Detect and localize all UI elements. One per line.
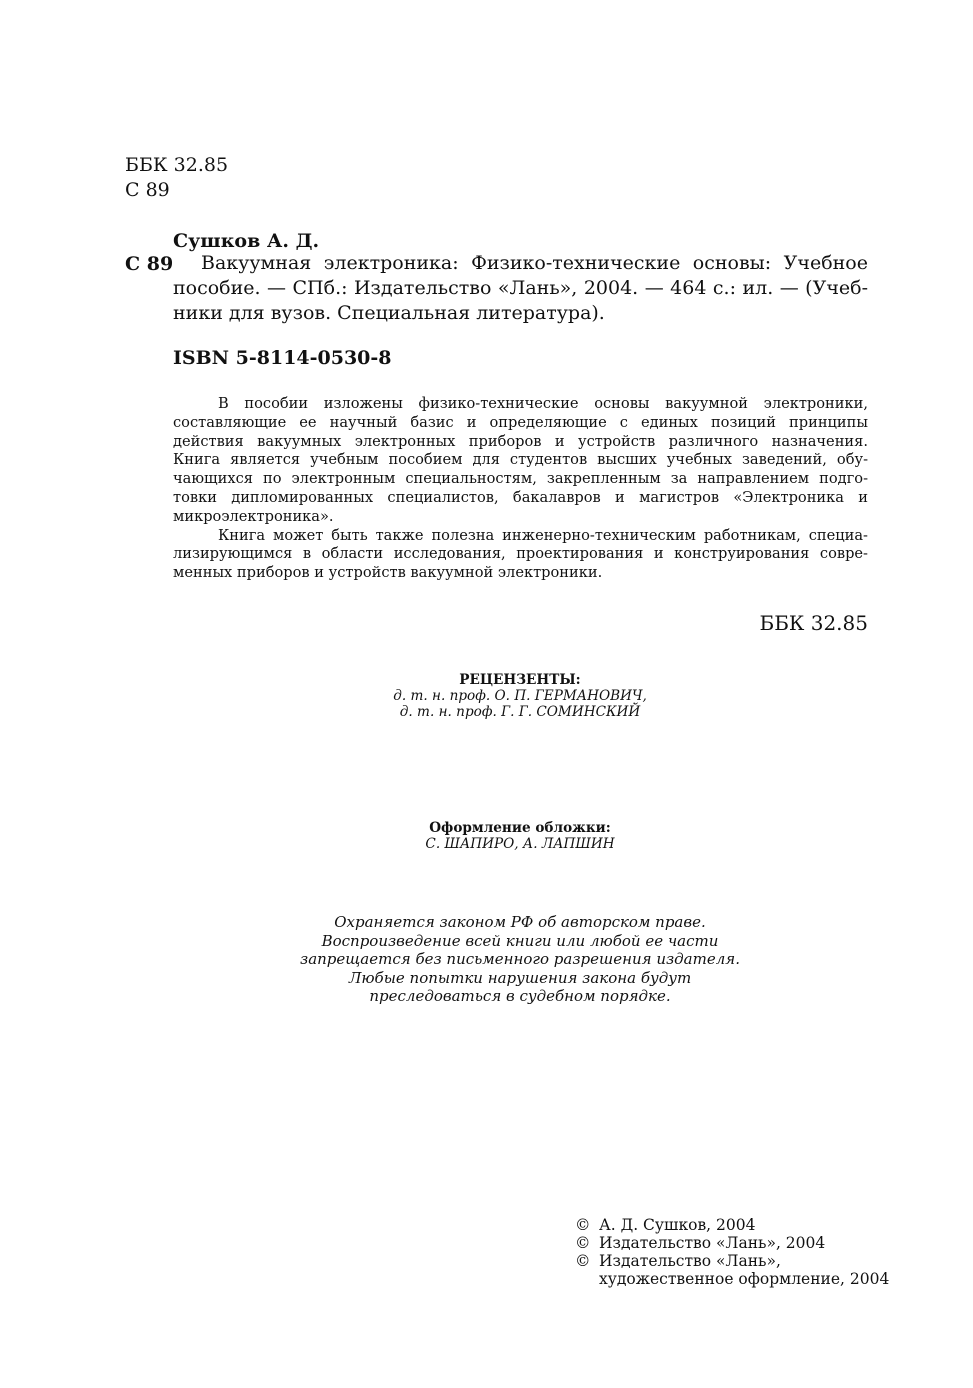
cover-design-heading: Оформление обложки:	[429, 820, 611, 836]
copyright-entry	[575, 1216, 889, 1234]
annotation-line: Книга может быть также полезна инженерно-техническим работникам, специа-	[218, 526, 868, 544]
annotation-line: микроэлектроника».	[173, 507, 334, 525]
copyright-block	[575, 1216, 889, 1288]
reviewers-block	[0, 672, 973, 720]
cover-designers: С. ШАПИРО, А. ЛАПШИН	[425, 836, 615, 852]
annotation-line: менных приборов и устройств вакуумной электроники.	[173, 564, 603, 582]
copyright-text: Издательство «Лань», 2004	[599, 1234, 826, 1252]
bbk-index: ББК 32.85	[125, 154, 229, 176]
annotation-line: товки дипломированных специалистов, бакалавров и магистров «Электроника и	[173, 488, 868, 506]
author-name: Сушков А. Д.	[173, 230, 320, 252]
bbk-index-right: ББК 32.85	[759, 611, 868, 635]
annotation	[173, 395, 868, 583]
reviewer-name: д. т. н. проф. Г. Г. СОМИНСКИЙ	[399, 704, 641, 720]
cover-design-block	[0, 820, 973, 852]
description-line: пособие. — СПб.: Издательство «Лань», 2004. — 464 с.: ил. — (Учеб-	[173, 277, 868, 299]
copyright-icon: ©	[575, 1216, 591, 1234]
copyright-text: художественное оформление, 2004	[599, 1270, 890, 1288]
bibliographic-description	[173, 251, 868, 326]
description-line: Вакуумная электроника: Физико-технические основы: Учебное	[201, 252, 868, 274]
annotation-line: В пособии изложены физико-технические основы вакуумной электроники,	[218, 395, 868, 412]
rights-line: преследоваться в судебном порядке.	[369, 987, 671, 1005]
copyright-text: Издательство «Лань»,	[599, 1252, 781, 1270]
author-mark: С 89	[125, 179, 170, 201]
annotation-line: действия вакуумных электронных приборов и устройств различного назначения.	[173, 432, 868, 450]
rights-line: Воспроизведение всей книги или любой ее части	[321, 931, 719, 950]
reviewer-name: д. т. н. проф. О. П. ГЕРМАНОВИЧ,	[393, 688, 647, 704]
copyright-text: А. Д. Сушков, 2004	[599, 1216, 756, 1234]
entry-author-mark: С 89	[125, 253, 174, 275]
copyright-icon: ©	[575, 1234, 591, 1252]
copyright-entry	[575, 1234, 889, 1252]
reviewers-heading: РЕЦЕНЗЕНТЫ:	[459, 672, 581, 688]
annotation-line: чающихся по электронным специальностям, закрепленным за направлением подго-	[173, 470, 868, 488]
annotation-line: Книга является учебным пособием для студентов высших учебных заведений, обу-	[173, 451, 868, 469]
annotation-line: составляющие ее научный базис и определяющие с единых позиций принципы	[173, 413, 868, 431]
isbn: ISBN 5-8114-0530-8	[173, 347, 392, 369]
rights-line: Охраняется законом РФ об авторском праве.	[334, 913, 706, 931]
description-line: ники для вузов. Специальная литература).	[173, 302, 605, 324]
rights-line: Любые попытки нарушения закона будут	[348, 968, 692, 987]
copyright-icon: ©	[575, 1252, 591, 1270]
rights-notice	[0, 913, 973, 1006]
annotation-line: лизирующимся в области исследования, проектирования и конструирования совре-	[173, 545, 868, 563]
copyright-entry	[575, 1252, 889, 1288]
rights-line: запрещается без письменного разрешения издателя.	[300, 950, 740, 968]
classification-block	[125, 153, 228, 203]
